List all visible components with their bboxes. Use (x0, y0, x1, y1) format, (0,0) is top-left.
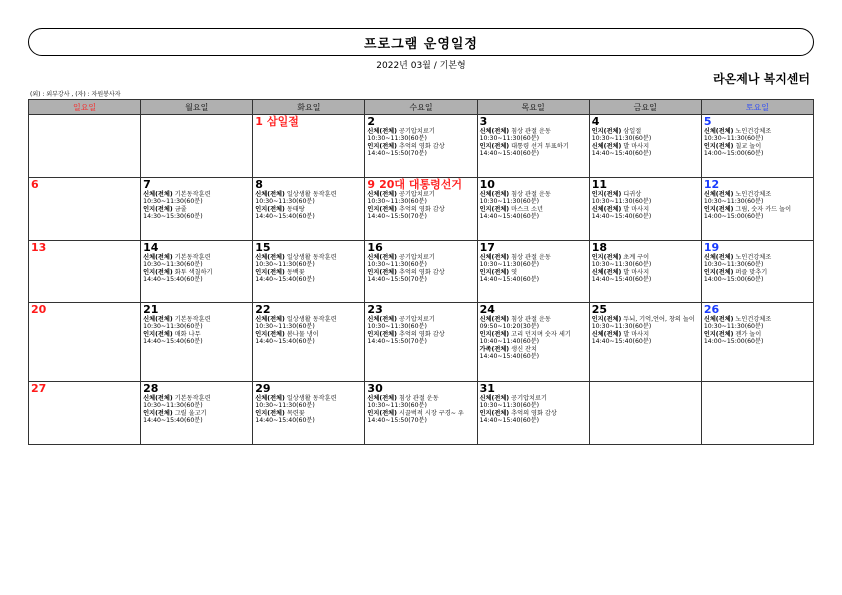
program-category: 신체(전체) (143, 254, 173, 261)
program-time: 10:30~11:30(60분) (255, 323, 315, 331)
program-time: 10:30~11:30(60분) (703, 261, 764, 269)
program-category: 인지(전체) (479, 268, 510, 276)
program-name: 그릴 울고기 (174, 409, 207, 417)
day-number-line (143, 304, 250, 316)
program-name: 노인건강체조 (735, 128, 772, 135)
program-category: 인지(전체) (591, 254, 622, 261)
program-category: 신체(전체) (591, 268, 622, 276)
program-category: 인지(전체) (591, 316, 622, 323)
day-cell (29, 382, 141, 445)
day-cell (141, 115, 253, 178)
day-number: 4 (591, 115, 600, 128)
day-cell (589, 303, 701, 382)
program-category: 인지(전체) (479, 142, 510, 150)
program-category: 신체(전체) (703, 128, 734, 135)
day-number-line (367, 116, 474, 128)
program-name: 추억의 영화 감상 (398, 330, 445, 338)
day-number: 24 (479, 303, 495, 316)
program-category: 신체(전체) (367, 316, 397, 323)
day-number-line (592, 304, 699, 316)
subtitle: 2022년 03월 / 기본형 (376, 61, 466, 71)
day-number-line (480, 179, 587, 191)
program-time: 14:40~15:50(70분) (367, 213, 427, 221)
program-name: 일상생활 동작훈련 (286, 395, 337, 402)
program-name: 공기압치료기 (398, 128, 435, 135)
program-time: 10:30~11:30(60분) (255, 402, 315, 410)
program-time: 10:30~11:30(60분) (367, 261, 427, 269)
program-time: 14:40~15:40(60분) (255, 417, 315, 425)
day-number: 19 (703, 241, 720, 254)
day-number: 29 (255, 382, 271, 395)
program-name: 두뇌, 기억,언어, 창의 놀이 (623, 316, 695, 323)
program-time: 10:30~11:30(60분) (479, 402, 540, 410)
program-category: 신체(전체) (703, 316, 734, 323)
program-name: 공기압치료기 (398, 316, 435, 323)
title-box (28, 28, 814, 56)
program-name: 엿 (511, 268, 518, 276)
day-number: 18 (591, 241, 608, 254)
program-name: 침상 관절 운동 (398, 395, 439, 402)
program-category: 인지(전체) (143, 330, 173, 338)
program-time: 10:30~11:30(60분) (479, 135, 540, 143)
program-time: 10:30~11:30(60분) (367, 135, 427, 143)
day-number: 12 (703, 178, 720, 191)
program-name: 침상 관절 운동 (511, 316, 551, 323)
program-name: 노인건강체조 (735, 316, 772, 323)
program-time: 10:30~11:30(60분) (591, 198, 652, 206)
day-cell (365, 115, 477, 178)
week-row (29, 241, 814, 303)
program-time: 14:00~15:00(60분) (703, 338, 764, 346)
program-time: 14:40~15:40(60분) (143, 276, 203, 284)
program-category: 가족(전체) (479, 345, 510, 353)
day-number-line (143, 242, 250, 254)
center-name: 라온제나 복지센터 (713, 72, 810, 86)
day-cell (701, 382, 813, 445)
day-cell (253, 303, 365, 382)
program-name: 노인건강체조 (735, 254, 772, 261)
day-cell (589, 241, 701, 303)
program-time: 14:00~15:00(60분) (703, 276, 764, 284)
day-cell (365, 382, 477, 445)
program-category: 인지(전체) (479, 205, 510, 213)
program-time: 14:40~15:40(60분) (255, 276, 315, 284)
program-time: 10:30~11:30(60분) (367, 402, 427, 410)
day-number: 3 (479, 115, 488, 128)
program-time: 10:30~11:30(60분) (591, 323, 652, 331)
program-category: 신체(전체) (479, 316, 510, 323)
program-name: 공기압치료기 (398, 191, 435, 198)
program-name: 시끌벅적 시장 구경~ 우 (398, 409, 464, 417)
day-number: 14 (143, 241, 159, 254)
program-category: 인지(전체) (367, 142, 397, 150)
week-row (29, 115, 814, 178)
program-category: 인지(전체) (143, 268, 173, 276)
day-number-line (31, 242, 138, 254)
day-number: 11 (591, 178, 608, 191)
weekday-thu: 목요일 (477, 100, 589, 115)
day-cell (589, 178, 701, 241)
program-category: 신체(전체) (591, 205, 622, 213)
day-cell (477, 178, 589, 241)
day-number-line (31, 304, 138, 316)
program-time: 14:40~15:40(60분) (591, 150, 652, 158)
program-category: 인지(전체) (255, 205, 285, 213)
program-time: 10:30~11:30(60분) (703, 198, 764, 206)
day-number: 21 (143, 303, 159, 316)
day-cell (701, 178, 813, 241)
program-time: 10:30~11:30(60분) (703, 135, 764, 143)
program-category: 신체(전체) (255, 395, 285, 402)
program-category: 인지(전체) (479, 330, 510, 338)
program-time: 10:40~11:40(60분) (479, 338, 540, 346)
day-number-line (255, 179, 362, 191)
holiday-label: 20대 대통령선거 (379, 178, 462, 191)
day-number-line (480, 304, 587, 316)
day-number-line (367, 383, 474, 395)
program-category: 인지(전체) (143, 205, 173, 213)
day-cell (253, 382, 365, 445)
program-name: 봄나물 냉이 (286, 330, 319, 338)
day-cell (253, 178, 365, 241)
day-cell (253, 115, 365, 178)
day-number: 17 (479, 241, 495, 254)
day-cell (141, 382, 253, 445)
program-category: 신체(전체) (703, 254, 734, 261)
program-category: 인지(전체) (703, 142, 734, 150)
program-name: 칠교 놀이 (735, 142, 762, 150)
program-name: 대통령 선거 투표하기 (511, 142, 569, 150)
day-cell (365, 303, 477, 382)
program-name: 마스크 소년 (511, 205, 543, 213)
day-cell (477, 241, 589, 303)
day-number-line (480, 242, 587, 254)
program-time: 14:00~15:00(60분) (703, 150, 764, 158)
day-cell (365, 241, 477, 303)
program-name: 추억의 영화 감상 (511, 409, 557, 417)
day-number: 25 (591, 303, 608, 316)
program-time: 14:40~15:40(60분) (479, 276, 540, 284)
day-cell (141, 178, 253, 241)
program-name: 추억의 영화 감상 (398, 205, 445, 213)
program-time: 14:40~15:50(70분) (367, 417, 427, 425)
day-cell (141, 241, 253, 303)
day-number-line (255, 242, 362, 254)
day-number: 10 (479, 178, 495, 191)
week-row (29, 178, 814, 241)
day-cell (701, 303, 813, 382)
program-name: 발 마사지 (623, 205, 650, 213)
day-number: 28 (143, 382, 159, 395)
day-number: 2 (367, 115, 376, 128)
program-category: 인지(전체) (143, 409, 173, 417)
program-time: 10:30~11:30(60분) (591, 135, 652, 143)
day-cell (701, 241, 813, 303)
weekday-mon: 월요일 (141, 100, 253, 115)
day-number: 23 (367, 303, 383, 316)
program-category: 신체(전체) (143, 316, 173, 323)
program-time: 14:40~15:50(70분) (367, 276, 427, 284)
day-number: 6 (31, 178, 39, 191)
program-name: 목련꽃 (286, 409, 305, 417)
program-time: 14:40~15:40(60분) (479, 417, 540, 425)
program-category: 인지(전체) (591, 191, 622, 198)
day-cell (477, 382, 589, 445)
program-name: 초계 구이 (623, 254, 650, 261)
day-number: 16 (367, 241, 383, 254)
program-category: 인지(전체) (479, 409, 510, 417)
program-time: 14:40~15:40(60분) (479, 150, 540, 158)
program-name: 퍼즐 맞추기 (735, 268, 768, 276)
page-title: 프로그램 운영일정 (364, 36, 478, 52)
program-name: 생신 잔치 (511, 345, 537, 353)
program-time: 10:30~11:30(60분) (255, 261, 315, 269)
day-cell (365, 178, 477, 241)
program-time: 14:40~15:40(60분) (255, 338, 315, 346)
program-category: 인지(전체) (367, 205, 397, 213)
program-time: 10:30~11:30(60분) (479, 261, 540, 269)
program-category: 인지(전체) (367, 330, 397, 338)
program-time: 10:30~11:30(60분) (703, 323, 764, 331)
program-category: 신체(전체) (255, 254, 285, 261)
day-number: 22 (255, 303, 271, 316)
program-name: 디귀상 (623, 191, 642, 198)
program-name: 발 마사지 (623, 330, 650, 338)
week-row (29, 303, 814, 382)
program-name: 동태탕 (286, 205, 305, 213)
program-category: 인지(전체) (367, 268, 397, 276)
program-category: 신체(전체) (367, 128, 397, 135)
day-cell (701, 115, 813, 178)
day-number-line (255, 383, 362, 395)
program-category: 인지(전체) (255, 330, 285, 338)
day-number-line (592, 242, 699, 254)
day-number: 31 (479, 382, 495, 395)
day-cell (29, 178, 141, 241)
program-name: 기본동작훈련 (174, 316, 211, 323)
program-name: 침상 관절 운동 (511, 128, 551, 135)
program-time: 14:40~15:40(60분) (479, 353, 540, 361)
program-time: 10:30~11:30(60분) (255, 198, 315, 206)
program-name: 고리 던지며 숫자 세기 (511, 330, 571, 338)
day-number-line (704, 116, 811, 128)
day-cell (589, 115, 701, 178)
program-name: 일상생활 동작훈련 (286, 191, 337, 198)
program-time: 10:30~11:30(60분) (367, 198, 427, 206)
program-category: 신체(전체) (591, 142, 622, 150)
day-number: 30 (367, 382, 383, 395)
day-cell (477, 303, 589, 382)
program-name: 공기압치료기 (398, 254, 435, 261)
program-time: 09:50~10:20(30분) (479, 323, 540, 331)
program-time: 14:00~15:00(60분) (703, 213, 764, 221)
program-category: 인지(전체) (255, 268, 285, 276)
program-item (480, 346, 587, 353)
program-category: 신체(전체) (143, 395, 173, 402)
week-row (29, 382, 814, 445)
program-name: 화투 색칠하기 (174, 268, 213, 276)
program-category: 신체(전체) (479, 191, 510, 198)
program-name: 젠가 놀이 (735, 330, 762, 338)
program-category: 신체(전체) (479, 254, 510, 261)
program-category: 신체(전체) (255, 191, 285, 198)
day-number-line (704, 179, 811, 191)
day-number: 8 (255, 178, 263, 191)
day-cell (29, 303, 141, 382)
day-number: 20 (31, 303, 47, 316)
program-category: 신체(전체) (367, 254, 397, 261)
day-number-line (143, 179, 250, 191)
program-time: 10:30~11:30(60분) (143, 261, 203, 269)
day-number: 1 (255, 115, 263, 128)
day-number: 15 (255, 241, 271, 254)
program-name: 추억의 영화 감상 (398, 268, 445, 276)
program-time: 14:40~15:40(60분) (591, 338, 652, 346)
program-time: 14:40~15:50(70분) (367, 338, 427, 346)
day-number-line (143, 383, 250, 395)
program-name: 노인건강체조 (735, 191, 772, 198)
day-cell (141, 303, 253, 382)
program-name: 금줄 (174, 205, 187, 213)
program-name: 기본동작훈련 (174, 254, 211, 261)
day-number: 13 (31, 241, 47, 254)
weekday-wed: 수요일 (365, 100, 477, 115)
program-name: 침상 관절 운동 (511, 254, 551, 261)
program-name: 매화 나무 (174, 330, 201, 338)
program-name: 공기압치료기 (511, 395, 547, 402)
program-category: 신체(전체) (255, 316, 285, 323)
day-number-line (704, 304, 811, 316)
day-cell (253, 241, 365, 303)
day-number-line (480, 116, 587, 128)
program-time: 14:40~15:40(60분) (255, 213, 315, 221)
program-time: 10:30~11:30(60분) (143, 402, 203, 410)
program-time: 14:40~15:40(60분) (591, 276, 652, 284)
program-time: 10:30~11:30(60분) (367, 323, 427, 331)
day-number: 7 (143, 178, 151, 191)
program-category: 인지(전체) (255, 409, 285, 417)
program-name: 일상생활 동작훈련 (286, 316, 337, 323)
day-number: 27 (31, 382, 47, 395)
program-category: 인지(전체) (591, 128, 622, 135)
day-number-line (367, 179, 474, 191)
program-name: 일상생활 동작훈련 (286, 254, 337, 261)
weekday-tue: 화요일 (253, 100, 365, 115)
day-number: 9 (367, 178, 376, 191)
program-category: 신체(전체) (591, 330, 622, 338)
program-category: 신체(전체) (703, 191, 734, 198)
program-name: 삼일절 (623, 128, 642, 135)
program-name: 침상 관절 운동 (511, 191, 551, 198)
day-number-line (704, 242, 811, 254)
day-number-line (255, 116, 362, 128)
day-number-line (592, 116, 699, 128)
weekday-sun: 일요일 (29, 100, 141, 115)
program-category: 신체(전체) (479, 395, 510, 402)
program-time: 10:30~11:30(60분) (143, 198, 203, 206)
program-time: 14:30~15:30(60분) (143, 213, 203, 221)
program-category: 인지(전체) (367, 409, 397, 417)
program-time: 10:30~11:30(60분) (143, 323, 203, 331)
day-number-line (367, 304, 474, 316)
day-number: 5 (703, 115, 712, 128)
day-number-line (31, 179, 138, 191)
calendar-table (28, 99, 814, 445)
day-number-line (367, 242, 474, 254)
program-name: 기본동작훈련 (174, 191, 211, 198)
weekday-sat: 토요일 (701, 100, 813, 115)
day-cell (29, 115, 141, 178)
program-name: 기본동작훈련 (174, 395, 211, 402)
program-name: 발 마사지 (623, 142, 650, 150)
program-category: 신체(전체) (479, 128, 510, 135)
program-time: 14:40~15:40(60분) (143, 417, 203, 425)
day-cell (29, 241, 141, 303)
program-time: 14:40~15:40(60분) (479, 213, 540, 221)
program-category: 인지(전체) (703, 205, 734, 213)
day-number-line (480, 383, 587, 395)
holiday-label: 삼일절 (266, 115, 299, 128)
program-category: 인지(전체) (703, 268, 734, 276)
legend: (외) : 외부강사 , (자) : 자원봉사자 (30, 91, 121, 98)
program-name: 동백꽃 (286, 268, 305, 276)
day-number-line (31, 383, 138, 395)
day-number: 26 (703, 303, 720, 316)
program-name: 그림, 숫자 카드 놀이 (735, 205, 792, 213)
program-category: 신체(전체) (367, 395, 397, 402)
program-time: 10:30~11:30(60분) (479, 198, 540, 206)
program-time: 10:30~11:30(60분) (591, 261, 652, 269)
program-category: 신체(전체) (143, 191, 173, 198)
program-time: 14:40~15:40(60분) (591, 213, 652, 221)
program-name: 발 마사지 (623, 268, 650, 276)
program-name: 추억의 영화 감상 (398, 142, 445, 150)
program-category: 신체(전체) (367, 191, 397, 198)
day-cell (477, 115, 589, 178)
day-number-line (255, 304, 362, 316)
program-category: 인지(전체) (703, 330, 734, 338)
weekday-header-row (29, 100, 814, 115)
program-time: 14:40~15:40(60분) (143, 338, 203, 346)
weekday-fri: 금요일 (589, 100, 701, 115)
day-cell (589, 382, 701, 445)
program-time: 14:40~15:50(70분) (367, 150, 427, 158)
day-number-line (592, 179, 699, 191)
